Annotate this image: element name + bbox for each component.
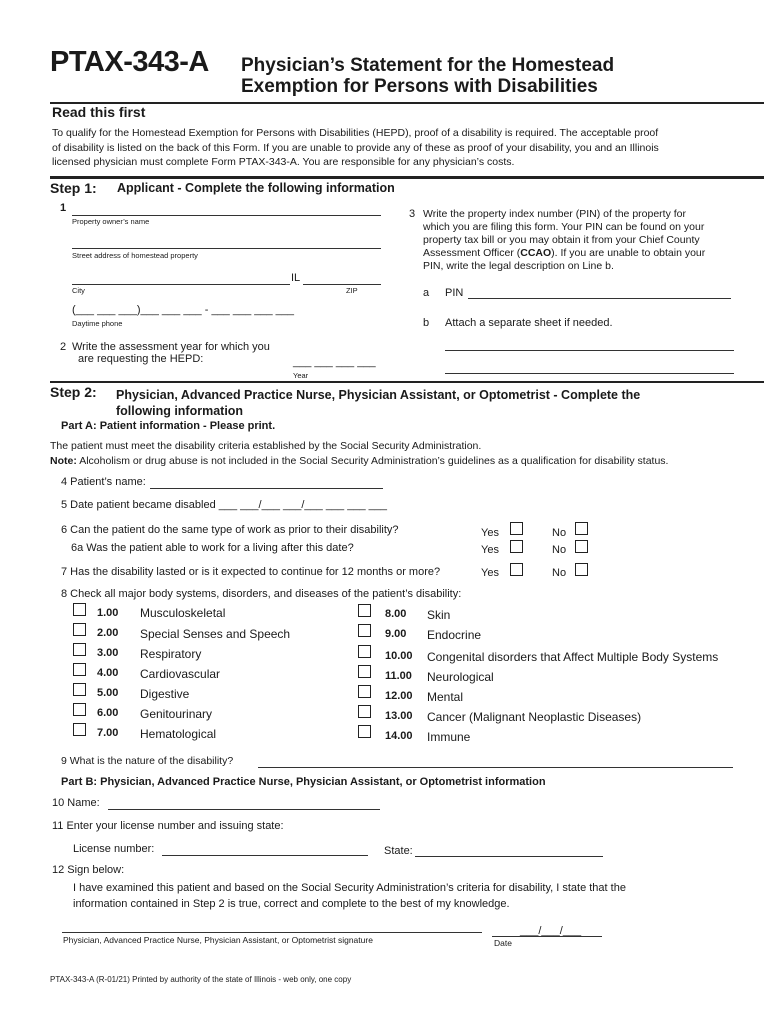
step1-label: Step 1:: [50, 180, 97, 196]
q6a-no-label: No: [552, 544, 567, 556]
intro-line: licensed physician must complete Form PTAX-343-A. You are responsible for any physician’s costs.: [52, 156, 515, 168]
q3-number: 3: [409, 208, 416, 220]
intro-paragraph: [52, 126, 752, 170]
pin-label: PIN: [445, 287, 464, 299]
license-state-label: State:: [384, 845, 413, 857]
q3-line4a: Assessment Officer (: [423, 247, 521, 259]
system-code: 13.00: [385, 710, 413, 722]
q3-text: [423, 208, 753, 273]
year-field[interactable]: ___ ___ ___ ___: [293, 356, 376, 368]
system-name: Immune: [427, 730, 471, 744]
signature-date-field[interactable]: ___/___/___: [520, 925, 582, 937]
q6a-yes-checkbox[interactable]: [510, 540, 523, 553]
phone-field[interactable]: (___ ___ ___)___ ___ ___ - ___ ___ ___ ___: [72, 304, 295, 316]
license-number-field[interactable]: [162, 855, 368, 856]
system-8-checkbox[interactable]: [358, 604, 371, 617]
state-il: IL: [291, 272, 301, 284]
system-name: Neurological: [427, 670, 494, 684]
q3-line: [423, 247, 753, 260]
form-number: PTAX-343-A: [50, 46, 209, 78]
patient-name-field[interactable]: [150, 488, 383, 489]
form-title-line1: Physician’s Statement for the Homestead: [241, 55, 615, 76]
system-name: Hematological: [140, 727, 217, 741]
q7-yes-checkbox[interactable]: [510, 563, 523, 576]
street-address-field[interactable]: [72, 248, 381, 249]
q6a-yes-label: Yes: [481, 544, 499, 556]
q9-text: 9 What is the nature of the disability?: [61, 755, 234, 767]
system-name: Cardiovascular: [140, 667, 221, 681]
system-code: 2.00: [97, 627, 119, 639]
q2-text-line1: Write the assessment year for which you: [72, 341, 270, 353]
q7-no-checkbox[interactable]: [575, 563, 588, 576]
system-code: 14.00: [385, 730, 413, 742]
owner-name-field[interactable]: [72, 215, 381, 216]
q12-text: 12 Sign below:: [52, 864, 125, 876]
note-body: Alcoholism or drug abuse is not included in the Social Security Administration’s guidelines as a qualification for disability status.: [79, 455, 669, 467]
header-rule: [50, 102, 764, 104]
system-name: Skin: [427, 608, 451, 622]
system-9-checkbox[interactable]: [358, 624, 371, 637]
system-code: 12.00: [385, 690, 413, 702]
license-number-label: License number:: [73, 843, 155, 855]
form-title: [241, 55, 614, 97]
system-code: 11.00: [385, 670, 412, 682]
q6a-no-checkbox[interactable]: [575, 540, 588, 553]
system-name: Special Senses and Speech: [140, 627, 291, 641]
step2-title-line2: following information: [116, 404, 244, 418]
ccao-abbrev: CCAO: [520, 247, 552, 259]
attestation-line: information contained in Step 2 is true, correct and complete to the best of my knowledge.: [73, 898, 510, 910]
q5-disabled-date[interactable]: 5 Date patient became disabled ___ ___/___ ___/___ ___ ___ ___: [61, 499, 387, 511]
form-title-line2: Exemption for Persons with Disabilities: [241, 76, 598, 97]
q6a-text: 6a Was the patient able to work for a living after this date?: [71, 542, 354, 554]
legal-b-label: b: [423, 317, 430, 329]
q3-line: property tax bill or you may obtain it from your Chief County: [423, 234, 700, 246]
footer-text: PTAX-343-A (R-01/21) Printed by authority of the state of Illinois - web only, one copy: [50, 975, 352, 984]
legal-description-field[interactable]: [445, 350, 734, 351]
step2-label: Step 2:: [50, 384, 97, 400]
q7-yes-label: Yes: [481, 567, 499, 579]
system-code: 1.00: [97, 607, 119, 619]
license-state-field[interactable]: [415, 856, 603, 857]
physician-name-field[interactable]: [108, 809, 380, 810]
pin-a-label: a: [423, 287, 430, 299]
system-7-checkbox[interactable]: [73, 723, 86, 736]
q6-yes-checkbox[interactable]: [510, 522, 523, 535]
step2-title: [116, 387, 640, 419]
date-underline: [492, 936, 602, 937]
legal-b-text: Attach a separate sheet if needed.: [445, 317, 613, 329]
system-code: 10.00: [385, 650, 413, 662]
system-name: Congenital disorders that Affect Multiple Body Systems: [427, 650, 719, 664]
q11-text: 11 Enter your license number and issuing state:: [52, 820, 284, 832]
disability-nature-field[interactable]: [258, 767, 733, 768]
owner-name-label: Property owner’s name: [72, 217, 150, 226]
system-name: Endocrine: [427, 628, 482, 642]
pin-field[interactable]: [468, 298, 731, 299]
system-name: Cancer (Malignant Neoplastic Diseases): [427, 710, 642, 724]
system-5-checkbox[interactable]: [73, 683, 86, 696]
attestation-line: I have examined this patient and based on the Social Security Administration’s criteria for disability, I state that the: [73, 882, 626, 894]
q4-text: 4 Patient’s name:: [61, 476, 146, 488]
system-4-checkbox[interactable]: [73, 663, 86, 676]
city-label: City: [72, 286, 85, 295]
system-code: 7.00: [97, 727, 119, 739]
system-10-checkbox[interactable]: [358, 645, 371, 658]
system-11-checkbox[interactable]: [358, 665, 371, 678]
system-3-checkbox[interactable]: [73, 643, 86, 656]
system-code: 6.00: [97, 707, 119, 719]
q3-line: Write the property index number (PIN) of the property for: [423, 208, 687, 220]
system-code: 9.00: [385, 628, 407, 640]
system-name: Digestive: [140, 687, 190, 701]
system-6-checkbox[interactable]: [73, 703, 86, 716]
q6-text: 6 Can the patient do the same type of work as prior to their disability?: [61, 524, 399, 536]
q6-yes-label: Yes: [481, 527, 499, 539]
q2-text-line2: are requesting the HEPD:: [78, 353, 204, 365]
part-b-heading: Part B: Physician, Advanced Practice Nurse, Physician Assistant, or Optometrist information: [61, 776, 546, 788]
q1-number: 1: [60, 202, 67, 214]
q6-no-label: No: [552, 527, 567, 539]
read-first-heading: Read this first: [52, 104, 146, 120]
system-code: 3.00: [97, 647, 119, 659]
intro-line: To qualify for the Homestead Exemption for Persons with Disabilities (HEPD), proof of a disability is required. The acceptable proof: [52, 127, 659, 139]
system-name: Musculoskeletal: [140, 606, 226, 620]
system-code: 8.00: [385, 608, 407, 620]
q8-text: 8 Check all major body systems, disorders, and diseases of the patient’s disability:: [61, 588, 462, 600]
date-label: Date: [494, 938, 512, 948]
attestation: [73, 880, 626, 912]
signature-field[interactable]: [62, 932, 482, 933]
q6-no-checkbox[interactable]: [575, 522, 588, 535]
criteria-text: The patient must meet the disability criteria established by the Social Security Administration.: [50, 440, 482, 452]
q3-line: PIN, write the legal description on Line b.: [423, 260, 614, 272]
signature-label: Physician, Advanced Practice Nurse, Physician Assistant, or Optometrist signature: [63, 935, 373, 945]
step2-rule: [50, 381, 764, 383]
system-14-checkbox[interactable]: [358, 725, 371, 738]
phone-label: Daytime phone: [72, 319, 123, 328]
system-name: Respiratory: [140, 647, 202, 661]
system-code: 4.00: [97, 667, 119, 679]
note-label: Note:: [50, 455, 77, 467]
q7-no-label: No: [552, 567, 567, 579]
system-name: Mental: [427, 690, 464, 704]
intro-line: of disability is listed on the back of this Form. If you are unable to provide any of these as proof of your disability, you and an Illinois: [52, 141, 659, 154]
q2-number: 2: [60, 341, 67, 353]
system-13-checkbox[interactable]: [358, 705, 371, 718]
system-1-checkbox[interactable]: [73, 603, 86, 616]
system-code: 5.00: [97, 687, 119, 699]
system-2-checkbox[interactable]: [73, 623, 86, 636]
zip-field[interactable]: [303, 284, 381, 285]
city-field[interactable]: [72, 284, 290, 285]
q7-text: 7 Has the disability lasted or is it expected to continue for 12 months or more?: [61, 566, 441, 578]
step1-rule: [50, 176, 764, 179]
street-address-label: Street address of homestead property: [72, 251, 198, 260]
q3-line4b: ). If you are unable to obtain your: [551, 247, 706, 259]
legal-description-field[interactable]: [445, 373, 734, 374]
note-text: [50, 455, 668, 467]
year-label: Year: [293, 371, 309, 380]
system-12-checkbox[interactable]: [358, 685, 371, 698]
step2-title-line1: Physician, Advanced Practice Nurse, Physician Assistant, or Optometrist - Complete the: [116, 388, 641, 402]
q10-text: 10 Name:: [52, 797, 100, 809]
zip-label: ZIP: [346, 286, 358, 295]
step1-title: Applicant - Complete the following information: [117, 181, 395, 195]
part-a-heading: Part A: Patient information - Please print.: [61, 420, 276, 432]
q3-line: which you are filing this form. Your PIN can be found on your: [423, 221, 705, 233]
system-name: Genitourinary: [140, 707, 213, 721]
